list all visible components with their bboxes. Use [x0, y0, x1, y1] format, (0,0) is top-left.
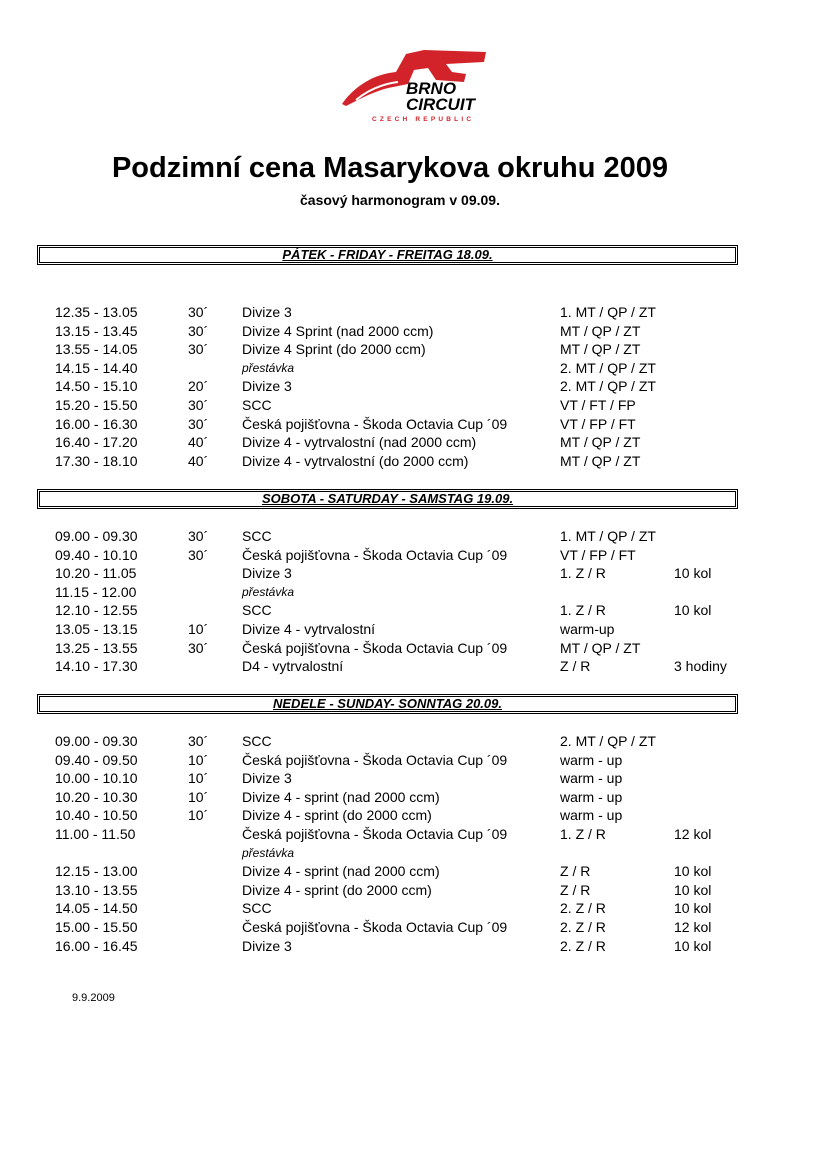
event-name: Divize 3: [242, 937, 292, 954]
event-name: Česká pojišťovna - Škoda Octavia Cup ´09: [242, 415, 508, 432]
session-type: warm-up: [560, 621, 615, 637]
event-name: Divize 4 - vytrvalostní (do 2000 ccm): [242, 452, 469, 469]
schedule-row: [0, 806, 826, 825]
session-time: 16.00 - 16.30: [55, 415, 138, 432]
event-name: Divize 3: [242, 770, 292, 787]
session-type: Z / R: [560, 863, 591, 880]
schedule-row: [0, 769, 826, 788]
event-name: Divize 3: [242, 304, 292, 320]
session-duration: 30´: [188, 415, 209, 432]
event-name: SCC: [242, 733, 272, 749]
schedule-row: [0, 303, 826, 322]
session-time: 13.05 - 13.15: [55, 621, 138, 637]
schedule-row: [0, 937, 826, 956]
session-laps: 10 kol: [674, 900, 712, 917]
schedule-row: [0, 396, 826, 415]
session-time: 12.10 - 12.55: [55, 602, 138, 619]
event-name: Divize 4 - sprint (nad 2000 ccm): [242, 788, 440, 805]
session-time: 09.40 - 09.50: [55, 751, 138, 768]
event-name: Divize 3: [242, 565, 292, 582]
session-type: Z / R: [560, 658, 591, 675]
session-duration: 10´: [188, 770, 209, 787]
session-type: warm - up: [560, 807, 623, 824]
session-type: 1. Z / R: [560, 826, 606, 842]
schedule-row: [0, 620, 826, 639]
session-type: 1. Z / R: [560, 565, 606, 582]
event-name: Česká pojišťovna - Škoda Octavia Cup ´09: [242, 546, 508, 563]
schedule-row: [0, 322, 826, 341]
session-time: 14.15 - 14.40: [55, 359, 138, 376]
day-header: PÁTEK - FRIDAY - FREITAG 18.09.: [37, 245, 738, 265]
session-duration: 30´: [188, 528, 209, 544]
session-time: 17.30 - 18.10: [55, 452, 138, 469]
event-name: SCC: [242, 397, 272, 413]
session-type: 2. MT / QP / ZT: [560, 359, 656, 376]
session-duration: 30´: [188, 733, 209, 749]
session-duration: 30´: [188, 546, 209, 563]
session-type: 2. MT / QP / ZT: [560, 378, 656, 395]
event-name: Divize 4 - sprint (nad 2000 ccm): [242, 863, 440, 880]
session-time: 14.50 - 15.10: [55, 378, 138, 395]
session-type: 2. Z / R: [560, 937, 606, 954]
logo-subtitle: CZECH REPUBLIC: [372, 116, 475, 123]
logo-word-circuit: CIRCUIT: [406, 95, 475, 114]
event-name: přestávka: [242, 584, 295, 599]
schedule-row: [0, 899, 826, 918]
schedule-row: [0, 546, 826, 565]
session-duration: 10´: [188, 788, 209, 805]
session-time: 16.00 - 16.45: [55, 937, 138, 954]
session-laps: 12 kol: [674, 826, 712, 842]
session-time: 13.55 - 14.05: [55, 341, 138, 358]
event-name: Česká pojišťovna - Škoda Octavia Cup ´09: [242, 751, 508, 768]
event-name: Česká pojišťovna - Škoda Octavia Cup ´09: [242, 919, 508, 935]
session-laps: 10 kol: [674, 602, 712, 619]
session-duration: 10´: [188, 751, 209, 768]
event-name: Divize 4 Sprint (nad 2000 ccm): [242, 322, 434, 339]
session-time: 16.40 - 17.20: [55, 434, 138, 451]
schedule-row: [0, 433, 826, 452]
schedule-row: [0, 527, 826, 546]
event-name: přestávka: [242, 845, 295, 860]
session-duration: 40´: [188, 452, 209, 469]
session-duration: 10´: [188, 621, 209, 637]
session-time: 14.05 - 14.50: [55, 900, 138, 917]
session-time: 14.10 - 17.30: [55, 658, 138, 675]
session-type: Z / R: [560, 881, 591, 898]
session-type: MT / QP / ZT: [560, 341, 641, 358]
event-name: Divize 4 Sprint (do 2000 ccm): [242, 341, 426, 358]
session-type: 2. Z / R: [560, 900, 606, 917]
event-name: SCC: [242, 900, 272, 917]
session-time: 11.15 - 12.00: [55, 583, 137, 600]
session-time: 11.00 - 11.50: [55, 826, 136, 842]
event-name: Divize 4 - vytrvalostní: [242, 621, 376, 637]
session-duration: 30´: [188, 397, 209, 413]
schedule-row: [0, 881, 826, 900]
schedule-row: [0, 732, 826, 751]
schedule-row: [0, 862, 826, 881]
session-time: 09.40 - 10.10: [55, 546, 138, 563]
session-time: 09.00 - 09.30: [55, 528, 138, 544]
session-duration: 20´: [188, 378, 209, 395]
schedule-row: [0, 657, 826, 676]
session-type: 2. MT / QP / ZT: [560, 733, 656, 749]
day-header: NEDELE - SUNDAY- SONNTAG 20.09.: [37, 694, 738, 714]
session-time: 13.15 - 13.45: [55, 322, 138, 339]
session-time: 10.20 - 11.05: [55, 565, 137, 582]
footer-date: 9.9.2009: [72, 992, 115, 1004]
schedule-row: [0, 340, 826, 359]
session-type: warm - up: [560, 751, 623, 768]
session-time: 13.25 - 13.55: [55, 639, 138, 656]
event-name: Divize 3: [242, 378, 292, 395]
session-type: 2. Z / R: [560, 919, 606, 935]
session-laps: 10 kol: [674, 863, 712, 880]
session-type: 1. MT / QP / ZT: [560, 528, 656, 544]
session-duration: 10´: [188, 807, 209, 824]
session-type: warm - up: [560, 788, 623, 805]
session-time: 12.35 - 13.05: [55, 304, 138, 320]
schedule-row: [0, 359, 826, 378]
brno-circuit-logo: [336, 44, 492, 130]
session-type: MT / QP / ZT: [560, 639, 641, 656]
schedule-row: [0, 415, 826, 434]
session-type: 1. Z / R: [560, 602, 606, 619]
schedule-row: [0, 601, 826, 620]
session-type: VT / FP / FT: [560, 546, 636, 563]
session-type: MT / QP / ZT: [560, 434, 641, 451]
session-time: 10.40 - 10.50: [55, 807, 138, 824]
session-time: 10.20 - 10.30: [55, 788, 138, 805]
session-type: 1. MT / QP / ZT: [560, 304, 656, 320]
event-name: Česká pojišťovna - Škoda Octavia Cup ´09: [242, 639, 508, 656]
session-laps: 10 kol: [674, 881, 712, 898]
day-header: SOBOTA - SATURDAY - SAMSTAG 19.09.: [37, 489, 738, 509]
session-time: 12.15 - 13.00: [55, 863, 138, 880]
schedule-row: [0, 751, 826, 770]
event-name: Divize 4 - vytrvalostní (nad 2000 ccm): [242, 434, 477, 451]
schedule-row: [0, 564, 826, 583]
session-duration: 30´: [188, 341, 209, 358]
page-title: Podzimní cena Masarykova okruhu 2009: [111, 152, 669, 184]
session-laps: 10 kol: [674, 937, 712, 954]
session-laps: 10 kol: [674, 565, 712, 582]
schedule-row: [0, 452, 826, 471]
session-time: 10.00 - 10.10: [55, 770, 138, 787]
session-type: VT / FT / FP: [560, 397, 636, 413]
schedule-row: [0, 583, 826, 602]
session-duration: 30´: [188, 304, 209, 320]
session-type: MT / QP / ZT: [560, 322, 641, 339]
schedule-row: [0, 844, 826, 863]
session-type: VT / FP / FT: [560, 415, 636, 432]
event-name: SCC: [242, 602, 272, 619]
session-time: 13.10 - 13.55: [55, 881, 138, 898]
session-duration: 30´: [188, 322, 209, 339]
schedule-row: [0, 639, 826, 658]
event-name: Divize 4 - sprint (do 2000 ccm): [242, 881, 432, 898]
session-duration: 30´: [188, 639, 209, 656]
session-type: MT / QP / ZT: [560, 452, 641, 469]
schedule-row: [0, 377, 826, 396]
session-laps: 3 hodiny: [674, 658, 727, 675]
session-duration: 40´: [188, 434, 209, 451]
event-name: přestávka: [242, 360, 295, 375]
schedule-row: [0, 918, 826, 937]
session-time: 15.00 - 15.50: [55, 919, 138, 935]
session-time: 09.00 - 09.30: [55, 733, 138, 749]
event-name: D4 - vytrvalostní: [242, 658, 344, 675]
event-name: Česká pojišťovna - Škoda Octavia Cup ´09: [242, 826, 508, 842]
event-name: Divize 4 - sprint (do 2000 ccm): [242, 807, 432, 824]
event-name: SCC: [242, 528, 272, 544]
session-type: warm - up: [560, 770, 623, 787]
page-subtitle: časový harmonogram v 09.09.: [300, 192, 500, 208]
schedule-row: [0, 788, 826, 807]
session-laps: 12 kol: [674, 919, 712, 935]
session-time: 15.20 - 15.50: [55, 397, 138, 413]
schedule-row: [0, 825, 826, 844]
logo-word-brno: BRNO: [406, 79, 457, 98]
